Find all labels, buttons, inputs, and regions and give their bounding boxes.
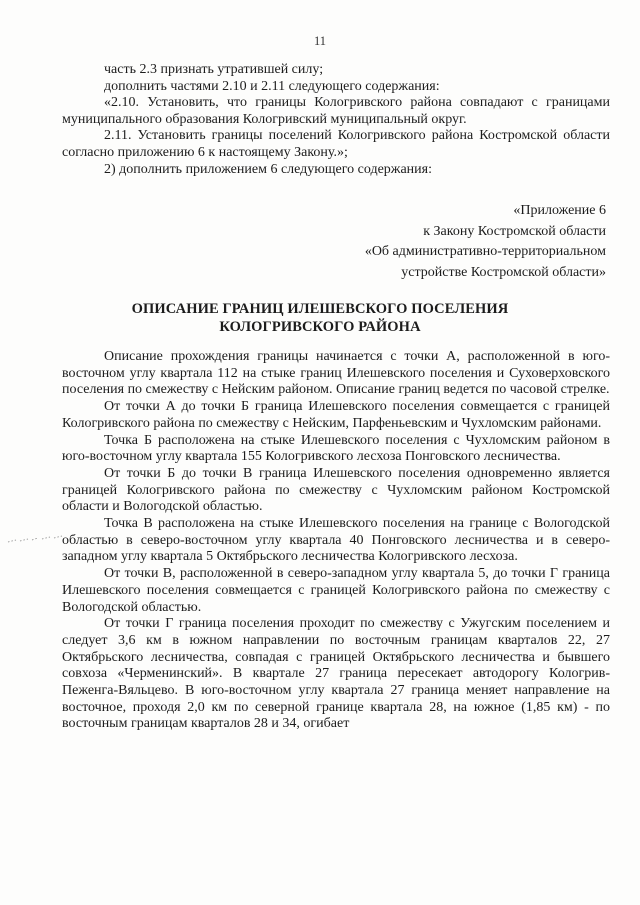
amendment-line: 2.11. Установить границы поселений Кологривского района Костромской области согласно приложению 6 к настоящему Закону.»; [62,128,610,160]
amendment-line: часть 2.3 признать утратившей силу; [104,62,324,77]
appendix-line: к Закону Костромской области [423,223,606,239]
amendment-text [62,62,610,178]
appendix-header [365,201,606,283]
appendix-line: устройстве Костромской области» [401,264,606,280]
page-number: 11 [313,34,327,48]
body-paragraph: Точка В расположена на стыке Илешевского поселения на границе с Вологодской областью в северо-восточном углу квартала 40 Понговского лесничества и в северо-западном углу квартала 5 Октябрьского лесничества Кологривского лесхоза. [62,516,610,565]
body-paragraph: От точки Б до точки В граница Илешевского поселения одновременно является границей Кологривского района по смежеству с Чухломским районом Костромской области и Вологодской областью. [62,465,610,515]
body-paragraph: Точка Б расположена на стыке Илешевского поселения с Чухломским районом в юго-восточном углу квартала 155 Кологривского лесхоза Понговского лесничества. [62,432,610,465]
appendix-line: «Об административно-территориальном [364,244,606,259]
body-paragraph: От точки А до точки Б граница Илешевского поселения совмещается с границей Кологривского района по смежеству с Нейским, Парфеньевским и Чухломским районами. [62,399,610,431]
body-paragraph: От точки В, расположенной в северо-западном углу квартала 5, до точки Г граница Илешевского поселения совмещается с границей Кологривского района по смежеству с Вологодской областью. [62,566,610,615]
appendix-line: «Приложение 6 [513,203,606,218]
section-title [0,301,640,336]
amendment-line: «2.10. Установить, что границы Кологривского района совпадают с границами муниципального образования Кологривский муниципальный округ. [62,95,610,127]
body-paragraph: От точки Г граница поселения проходит по смежеству с Ужугским поселением и следует 3,6 км в южном направлении по восточным границам кварталов 22, 27 Октябрьского лесничества, совпадая с границей Октябрьского лесничества и бывшего совхоза «Черменинский». В квартале 27 граница пересекает автодорогу Кологрив-Пеженга-Вяльцево. В юго-восточном углу квартала 27 граница меняет направление на восточное, проходя 2,0 км по северной границе квартала 28, на южное (1,85 км) - по восточным границам кварталов 28 и 34, огибает [62,616,610,732]
scan-smudge [6,530,72,548]
amendment-line: дополнить частями 2.10 и 2.11 следующего содержания: [104,78,440,94]
title-line: КОЛОГРИВСКОГО РАЙОНА [219,318,421,335]
boundary-description [62,349,610,733]
amendment-line: 2) дополнить приложением 6 следующего содержания: [104,161,432,177]
body-paragraph: Описание прохождения границы начинается с точки А, расположенной в юго-восточном углу квартала 112 на стыке границ Илешевского поселения и Суховерховского поселения по смежеству с Нейским районом. Описание границ ведется по часовой стрелке. [62,349,610,398]
title-line: ОПИСАНИЕ ГРАНИЦ ИЛЕШЕВСКОГО ПОСЕЛЕНИЯ [131,301,509,317]
